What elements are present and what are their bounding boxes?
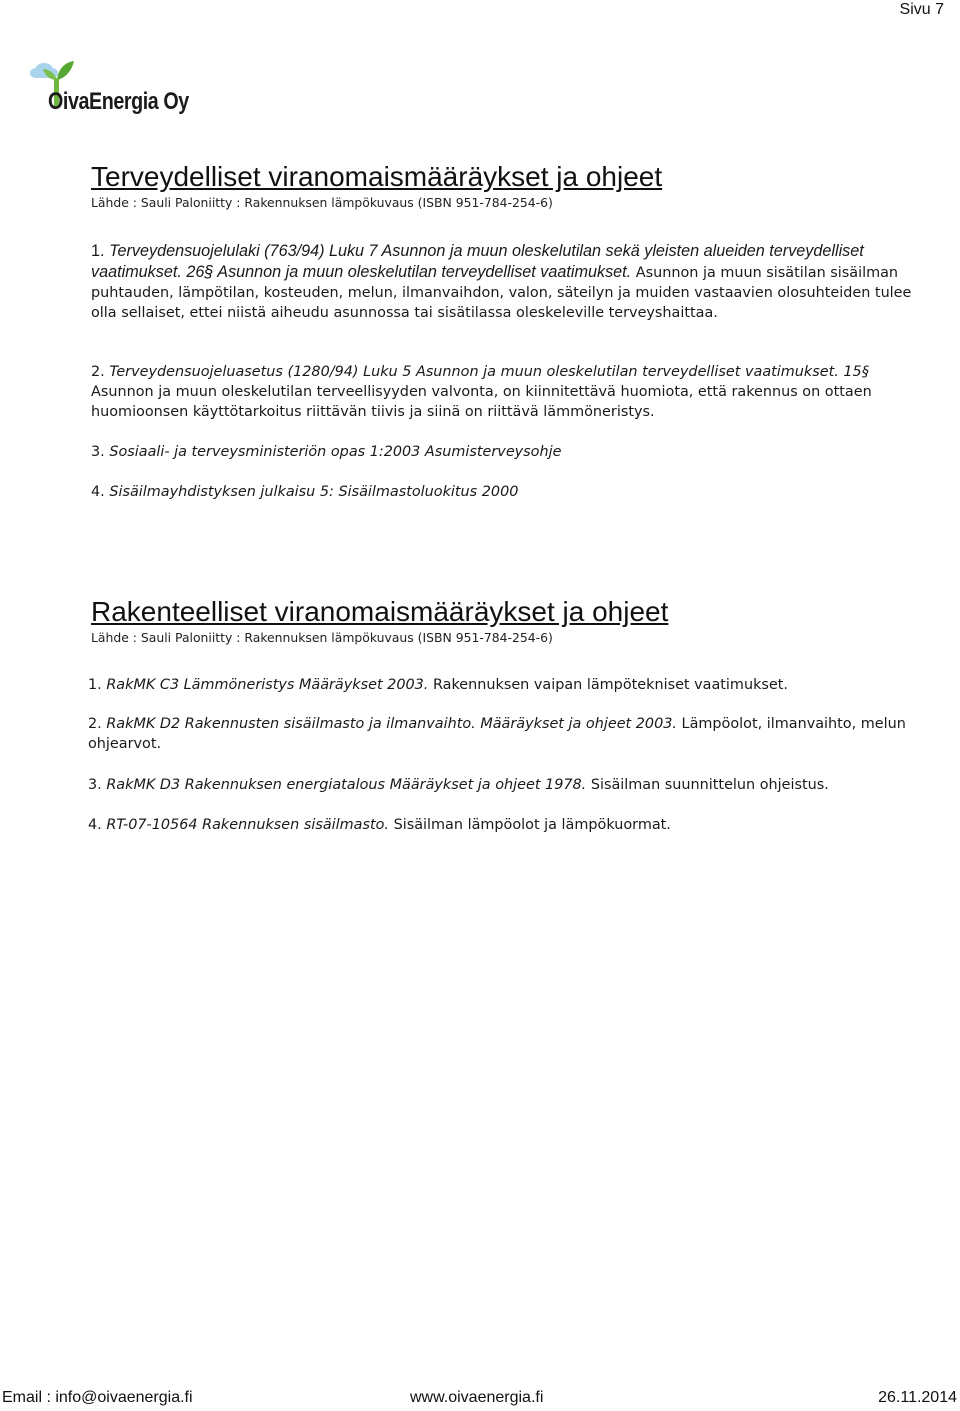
list-item-health-4: [91, 482, 918, 502]
item-number: 3.: [91, 444, 105, 460]
item-reference: Sosiaali- ja terveysministeriön opas 1:2003 Asumisterveysohje: [109, 444, 562, 460]
page-footer: [0, 1389, 960, 1409]
item-number: 1.: [88, 677, 102, 693]
item-description: Asunnon ja muun oleskelutilan terveellisyyden valvonta, on kiinnitettävä huomiota, että rakennus on ottaen huomioonsen käyttötarkoitus riittävän tiivis ja siinä on riittävä lämmöneristys.: [91, 384, 872, 420]
item-number: 4.: [91, 484, 105, 500]
page-number: Sivu 7: [899, 1, 944, 18]
item-reference: RakMK C3 Lämmöneristys Määräykset 2003.: [106, 677, 429, 693]
item-reference: RT-07-10564 Rakennuksen sisäilmasto.: [106, 817, 390, 833]
item-description: Rakennuksen vaipan lämpötekniset vaatimukset.: [432, 677, 788, 693]
section-source-health: Lähde : Sauli Paloniitty : Rakennuksen lämpökuvaus (ISBN 951-784-254-6): [91, 195, 553, 210]
list-item-structural-3: [88, 775, 918, 795]
item-reference: RakMK D2 Rakennusten sisäilmasto ja ilmanvaihto. Määräykset ja ohjeet 2003.: [106, 716, 677, 732]
list-item-structural-2: [88, 714, 918, 754]
company-logo: [30, 56, 189, 126]
item-number: 2.: [88, 716, 102, 732]
section-title-structural: Rakenteelliset viranomaismääräykset ja ohjeet: [91, 596, 669, 627]
item-number: 4.: [88, 817, 102, 833]
item-number: 3.: [88, 777, 102, 793]
footer-email: Email : info@oivaenergia.fi: [2, 1389, 193, 1406]
list-item-health-2: [91, 362, 918, 422]
item-number: 2.: [91, 364, 105, 380]
footer-website: www.oivaenergia.fi: [410, 1389, 544, 1406]
item-number: 1.: [91, 242, 105, 260]
section-source-structural: Lähde : Sauli Paloniitty : Rakennuksen lämpökuvaus (ISBN 951-784-254-6): [91, 630, 553, 645]
footer-date: 26.11.2014: [878, 1389, 957, 1406]
logo-text: OivaEnergia Oy: [48, 88, 189, 115]
item-reference: RakMK D3 Rakennuksen energiatalous Määräykset ja ohjeet 1978.: [106, 777, 587, 793]
item-description: Asunnon ja muun sisätilan sisäilman puhtauden, lämpötilan, kosteuden, melun, ilmanvaihdon, valon, säteilyn ja muiden vastaavien olosuhteiden tulee olla sellaiset, ettei niistä aiheudu asunnossa tai sisätilassa oleskeleville terveyshaittaa.: [91, 265, 912, 321]
item-description: Sisäilman lämpöolot ja lämpökuormat.: [393, 817, 671, 833]
list-item-structural-1: [88, 675, 918, 695]
section-title-health: Terveydelliset viranomaismääräykset ja ohjeet: [91, 161, 663, 192]
list-item-health-1: [91, 241, 918, 323]
item-reference: Terveydensuojelulaki (763/94) Luku 7 Asunnon ja muun oleskelutilan sekä yleisten alueiden terveydelliset vaatimukset. 26§ Asunnon ja muun oleskelutilan terveydelliset vaatimukset.: [91, 242, 864, 281]
list-item-health-3: [91, 442, 918, 462]
item-description: Sisäilman suunnittelun ohjeistus.: [590, 777, 829, 793]
item-reference: Sisäilmayhdistyksen julkaisu 5: Sisäilmastoluokitus 2000: [109, 484, 519, 500]
item-description: Lämpöolot, ilmanvaihto, melun ohjearvot.: [88, 716, 906, 752]
list-item-structural-4: [88, 815, 918, 835]
item-reference: Terveydensuojeluasetus (1280/94) Luku 5 Asunnon ja muun oleskelutilan terveydelliset vaatimukset. 15§: [109, 364, 869, 380]
